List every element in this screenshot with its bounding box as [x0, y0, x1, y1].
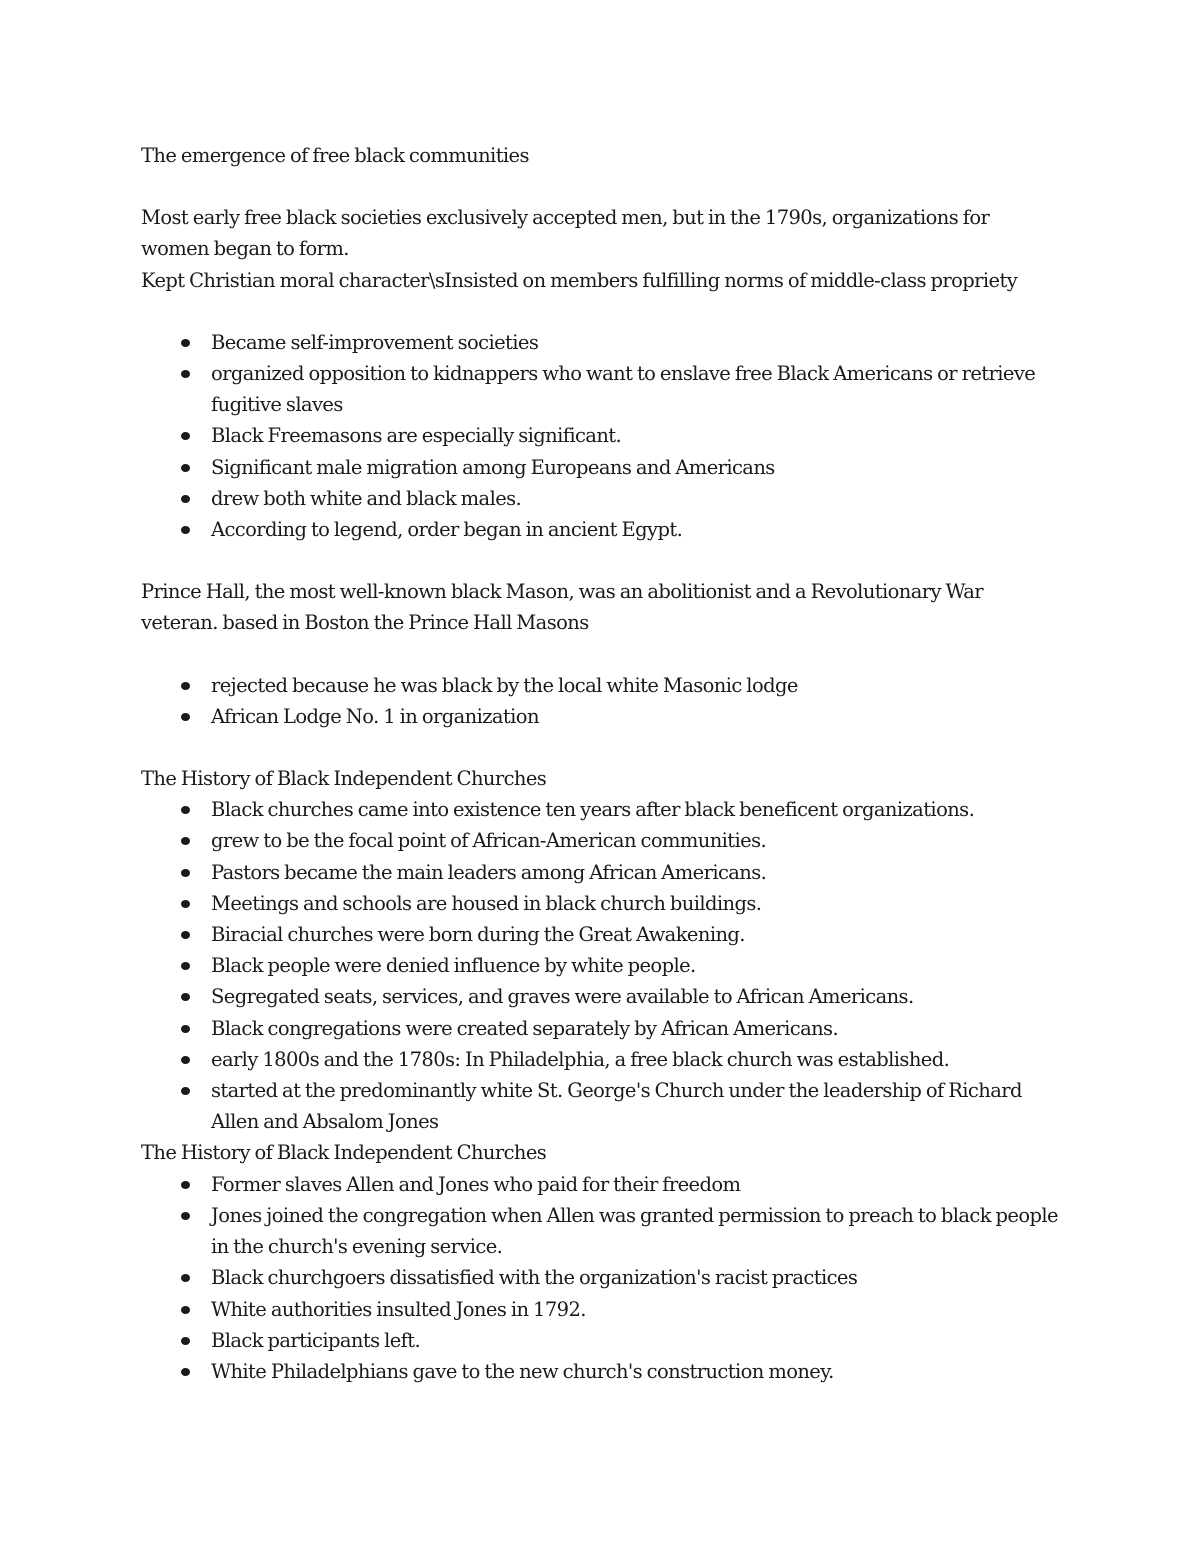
list-item: organized opposition to kidnappers who want to enslave free Black Americans or retrieve fugitive slaves [211, 358, 1061, 420]
list-item: Biracial churches were born during the Great Awakening. [211, 919, 1061, 950]
list-item: Pastors became the main leaders among African Americans. [211, 857, 1061, 888]
list-item: Segregated seats, services, and graves were available to African Americans. [211, 981, 1061, 1012]
list-item: early 1800s and the 1780s: In Philadelphia, a free black church was established. [211, 1044, 1061, 1075]
list-item: White Philadelphians gave to the new church's construction money. [211, 1356, 1061, 1387]
list-item: grew to be the focal point of African-American communities. [211, 825, 1061, 856]
list-item: Became self-improvement societies [211, 327, 1061, 358]
list-item: Meetings and schools are housed in black church buildings. [211, 888, 1061, 919]
document-page [141, 140, 1061, 1387]
list-item: Black churches came into existence ten years after black beneficent organizations. [211, 794, 1061, 825]
list-item: Black congregations were created separately by African Americans. [211, 1013, 1061, 1044]
list-item: Black churchgoers dissatisfied with the organization's racist practices [211, 1262, 1061, 1293]
spacer [141, 296, 1061, 327]
document-title: The emergence of free black communities [141, 144, 529, 167]
prince-hall-paragraph: Prince Hall, the most well-known black Mason, was an abolitionist and a Revolutionary War veteran. based in Boston the Prince Hall Masons [141, 580, 984, 635]
section-heading-2: The History of Black Independent Churches [141, 1141, 547, 1165]
list-item: According to legend, order began in ancient Egypt. [211, 514, 1061, 545]
list-item: drew both white and black males. [211, 483, 1061, 514]
spacer [141, 639, 1061, 670]
bullet-list-prince-hall [141, 670, 1061, 732]
intro-paragraph-2: Kept Christian moral character\sInsisted on members fulfilling norms of middle-class propriety [141, 268, 1018, 292]
list-item: rejected because he was black by the local white Masonic lodge [211, 670, 1061, 701]
list-item: African Lodge No. 1 in organization [211, 701, 1061, 732]
section-heading: The History of Black Independent Churches [141, 767, 547, 791]
intro-paragraph: Most early free black societies exclusively accepted men, but in the 1790s, organizations for women began to form. [141, 206, 990, 261]
list-item: started at the predominantly white St. George's Church under the leadership of Richard Allen and Absalom Jones [211, 1075, 1061, 1137]
bullet-list-societies [141, 327, 1061, 545]
list-item: Former slaves Allen and Jones who paid for their freedom [211, 1169, 1061, 1200]
spacer [141, 171, 1061, 202]
list-item: Black participants left. [211, 1325, 1061, 1356]
bullet-list-churches-2 [141, 1169, 1061, 1387]
spacer [141, 732, 1061, 763]
spacer [141, 545, 1061, 576]
list-item: White authorities insulted Jones in 1792. [211, 1294, 1061, 1325]
list-item: Jones joined the congregation when Allen was granted permission to preach to black people in the church's evening service. [211, 1200, 1061, 1262]
bullet-list-churches [141, 794, 1061, 1137]
list-item: Significant male migration among Europeans and Americans [211, 452, 1061, 483]
list-item: Black people were denied influence by white people. [211, 950, 1061, 981]
list-item: Black Freemasons are especially significant. [211, 420, 1061, 451]
